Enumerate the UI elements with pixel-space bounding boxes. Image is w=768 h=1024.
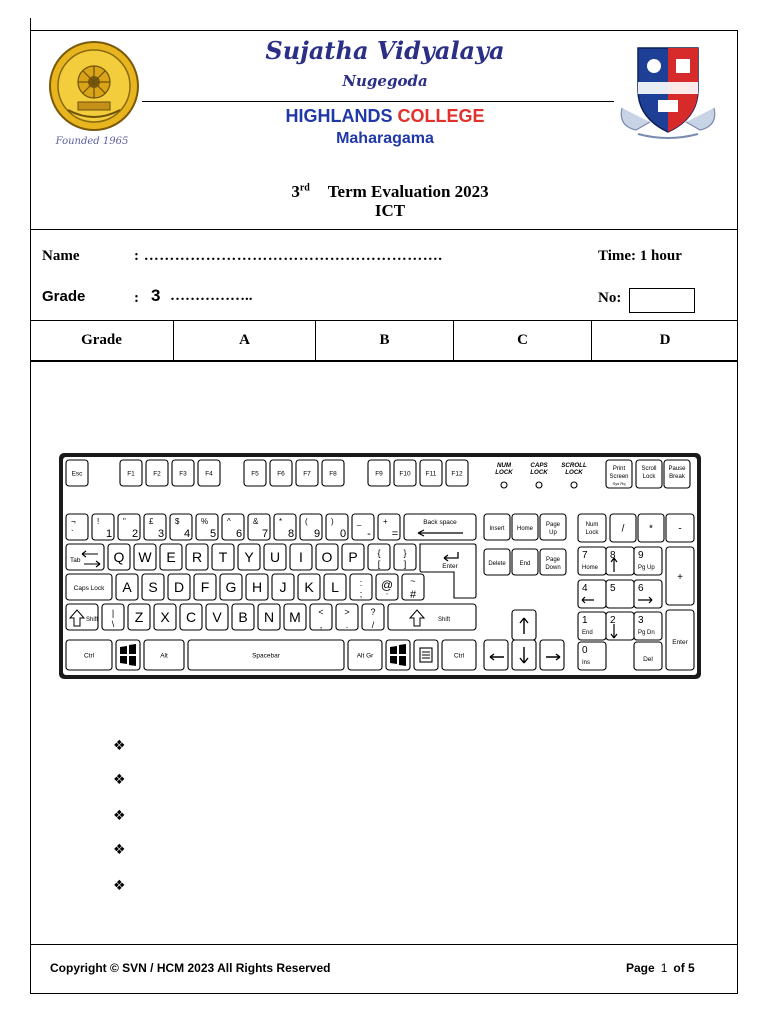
key-x-label: X	[160, 609, 170, 626]
key-b-label: B	[238, 609, 248, 626]
key-q-label: Q	[113, 549, 125, 566]
key-d-label: D	[173, 579, 185, 596]
key-numpad-6-num: 6	[638, 583, 644, 594]
key-nav-bottom-1-label: End	[519, 561, 531, 567]
number-input-box[interactable]	[629, 288, 695, 313]
key-ctrl-left-label: Ctrl	[83, 652, 95, 660]
key-numpad-del-label: Del	[643, 656, 653, 663]
key-numpad-0-sub: Ins	[582, 660, 591, 666]
key-caps-lock-label: Caps Lock	[73, 585, 105, 592]
page-indicator	[626, 961, 695, 975]
key-semicolon-top: :	[359, 578, 363, 588]
key-f11-label: F11	[425, 470, 437, 478]
key-g-label: G	[225, 579, 237, 596]
key-number-11-top: _	[357, 517, 362, 526]
key-numpad-9-num: 9	[638, 550, 644, 561]
key-backtick-bottom: `	[71, 529, 74, 538]
key-backslash-top: |	[111, 608, 115, 618]
arrow-right	[540, 640, 564, 670]
key-numpad-1-sub: End	[582, 630, 593, 636]
key-quote-bottom: '	[386, 593, 388, 600]
term-title	[230, 182, 550, 202]
key-j-label: J	[279, 579, 287, 596]
lock-label-1-b: LOCK	[530, 469, 548, 476]
answer-bullet-icon: ❖	[113, 878, 126, 894]
key-system-1-label-b: Lock	[642, 474, 656, 480]
key-windows-left	[116, 640, 140, 670]
key-hash-bottom: #	[409, 589, 417, 601]
key-number-11-bottom: -	[367, 528, 371, 540]
grade-table-header: Grade	[30, 321, 174, 360]
lock-light-icon	[536, 482, 542, 488]
key-f12-label: F12	[451, 470, 463, 478]
key-sysrq-label: Sys Rq	[612, 481, 626, 486]
key-spacebar-label: Spacebar	[252, 652, 280, 660]
key-number-1-top: !	[97, 517, 100, 526]
header-divider	[142, 101, 614, 102]
college-town: Maharagama	[336, 130, 434, 147]
key-backspace	[404, 514, 476, 540]
key-numpad-7-num: 7	[582, 550, 588, 561]
key-number-2-top: "	[123, 517, 126, 526]
key-bracket-right-bottom: ]	[403, 559, 407, 569]
key-numpad-4-num: 4	[582, 583, 588, 594]
key-system-2-label-b: Break	[669, 474, 685, 480]
key-f-label: F	[200, 579, 210, 596]
key-nav-bottom-0-label: Delete	[488, 561, 506, 567]
key-z-label: Z	[134, 609, 144, 626]
key-a-label: A	[122, 579, 132, 596]
grade-table-cell-c: C	[454, 321, 592, 360]
key-shift-right	[388, 604, 476, 630]
key-numpad-0-num: 0	[582, 645, 588, 656]
key-numpad-2-num: 2	[610, 615, 616, 626]
key-backtick-top: ¬	[71, 517, 76, 526]
lock-label-0: NUM	[496, 462, 512, 469]
page-number: 1	[660, 961, 668, 975]
lock-label-2-b: LOCK	[565, 469, 583, 476]
key-system-2-label-a: Pause	[668, 466, 686, 472]
college-name-part2: COLLEGE	[397, 106, 485, 126]
name-field[interactable]: : ………………………………………………….	[134, 248, 443, 264]
key-f9-label: F9	[375, 470, 383, 478]
key-numpad-3-sub: Pg Dn	[638, 630, 655, 636]
term-ordinal-number: 3	[291, 182, 300, 201]
key-semicolon-bottom: ;	[359, 589, 363, 599]
keyboard-diagram	[58, 452, 702, 680]
key-f5-label: F5	[251, 470, 259, 478]
key-number-3-bottom: 3	[157, 528, 165, 540]
student-info-section	[30, 230, 738, 320]
key-windows-right	[386, 640, 410, 670]
grade-colon: :	[134, 290, 139, 306]
time-label: Time: 1 hour	[598, 248, 682, 264]
grade-table-cell-d: D	[659, 332, 671, 348]
key-v-label: V	[212, 609, 222, 626]
founded-text: Founded 1965	[55, 136, 129, 147]
key-punct-1-top: >	[344, 607, 350, 617]
answer-bullet-icon: ❖	[113, 808, 126, 824]
margin-tick	[30, 18, 31, 30]
key-number-10-top: )	[331, 517, 334, 526]
key-number-8-top: *	[279, 517, 283, 526]
key-bracket-left-top: {	[377, 548, 381, 558]
key-numpad-1-num: 1	[582, 615, 588, 626]
key-nav-top-1-label: Home	[516, 526, 534, 532]
key-nav-bottom-2-label-a: Page	[545, 557, 561, 563]
key-system-1-label-a: Scroll	[641, 466, 657, 472]
key-punct-0-bottom: ,	[319, 620, 323, 630]
key-number-4-top: $	[175, 517, 180, 526]
key-number-4-bottom: 4	[183, 528, 191, 540]
key-shift-left-label: Shift	[86, 617, 99, 623]
college-name-part1: HIGHLANDS	[285, 106, 393, 126]
key-o-label: O	[321, 549, 333, 566]
answer-bullet-icon: ❖	[113, 738, 126, 754]
key-number-3-top: £	[149, 517, 154, 526]
key-k-label: K	[304, 579, 314, 596]
key-n-label: N	[263, 609, 275, 626]
lock-light-icon	[501, 482, 507, 488]
footer-divider	[30, 944, 738, 945]
lock-label-1: CAPS	[530, 462, 548, 469]
key-alt-gr-label: Alt Gr	[356, 652, 374, 660]
key-ctrl-right-label: Ctrl	[453, 652, 465, 660]
key-num-lock-label-a: Num	[585, 522, 599, 528]
key-numpad-enter-label: Enter	[672, 639, 688, 646]
key-bracket-left-bottom: [	[377, 559, 381, 569]
key-numpad-3-num: 3	[638, 615, 644, 626]
answer-bullet-icon: ❖	[113, 772, 126, 788]
key-i-label: I	[299, 549, 303, 566]
key-number-7-top: &	[253, 517, 259, 526]
key-number-8-bottom: 8	[287, 528, 295, 540]
school-crest-icon	[48, 40, 140, 132]
key-f10-label: F10	[399, 470, 411, 478]
key-number-12-bottom: =	[391, 528, 399, 540]
key-s-label: S	[148, 579, 158, 596]
key-shift-right-label: Shift	[437, 617, 451, 623]
key-e-label: E	[166, 549, 176, 566]
key-numpad-9-sub: Pg Up	[638, 565, 655, 571]
key-c-label: C	[185, 609, 197, 626]
key-f7-label: F7	[303, 470, 311, 478]
key-f1-label: F1	[127, 470, 135, 478]
grade-field[interactable]: ……………..	[170, 288, 253, 304]
lock-label-0-b: LOCK	[495, 469, 513, 476]
key-numpad-slash-label: /	[621, 523, 625, 535]
key-number-9-top: (	[305, 517, 308, 526]
key-num-lock-label-b: Lock	[585, 530, 599, 536]
arrow-left	[484, 640, 508, 670]
key-punct-1-bottom: .	[345, 620, 349, 630]
key-f8-label: F8	[329, 470, 337, 478]
grade-label: Grade	[42, 288, 86, 305]
page-total: of 5	[673, 961, 695, 975]
college-shield-icon	[616, 42, 720, 142]
key-alt-label: Alt	[160, 652, 168, 660]
key-number-6-bottom: 6	[235, 528, 243, 540]
key-system-0-label-a: Print	[612, 466, 626, 472]
key-w-label: W	[138, 549, 152, 566]
key-backspace-label: Back space	[423, 519, 457, 526]
key-number-5-bottom: 5	[209, 528, 217, 540]
term-ordinal	[291, 182, 310, 202]
key-numpad-8-num: 8	[610, 550, 616, 561]
key-nav-top-2-label-b: Up	[549, 530, 557, 536]
term-ordinal-suffix: rd	[299, 182, 310, 194]
key-number-10-bottom: 0	[339, 528, 347, 540]
key-nav-top-0-label: Insert	[489, 526, 505, 532]
key-f4-label: F4	[205, 470, 213, 478]
key-nav-top-2-label-a: Page	[545, 522, 561, 528]
key-number-5-top: %	[201, 517, 209, 526]
key-m-label: M	[289, 609, 301, 626]
key-numpad-plus-label: +	[677, 572, 683, 583]
key-punct-2-top: ?	[370, 607, 376, 617]
grade-table	[30, 320, 738, 362]
number-label: No:	[598, 290, 622, 306]
subject-title: ICT	[374, 201, 406, 220]
key-t-label: T	[218, 549, 228, 566]
grade-value: 3	[151, 286, 161, 305]
key-punct-0-top: <	[318, 607, 324, 617]
answer-bullet-icon: ❖	[113, 842, 126, 858]
key-f3-label: F3	[179, 470, 187, 478]
key-punct-2-bottom: /	[371, 620, 375, 630]
key-hash-top: ~	[410, 576, 416, 586]
key-l-label: L	[331, 579, 339, 596]
page-label: Page	[626, 961, 655, 975]
key-number-7-bottom: 7	[261, 528, 269, 540]
key-num-lock	[578, 514, 606, 542]
key-f6-label: F6	[277, 470, 285, 478]
key-bracket-right-top: }	[403, 548, 407, 558]
key-number-1-bottom: 1	[105, 528, 113, 540]
key-quote-top: @	[380, 578, 394, 592]
key-esc-label: Esc	[71, 470, 83, 478]
name-label: Name	[42, 248, 80, 264]
grade-table-cell-a: A	[174, 321, 316, 360]
key-number-2-bottom: 2	[131, 528, 139, 540]
school-town: Nugegoda	[342, 72, 428, 90]
grade-table-cell-b: B	[316, 321, 454, 360]
key-numpad-minus-label: -	[678, 523, 682, 535]
key-h-label: H	[251, 579, 263, 596]
key-p-label: P	[348, 549, 358, 566]
key-u-label: U	[269, 549, 281, 566]
key-number-6-top: ^	[227, 517, 231, 526]
key-numpad-5-num: 5	[610, 583, 616, 594]
key-backtick	[66, 514, 88, 540]
key-system-0-label-b: Screen	[609, 474, 629, 480]
key-f2-label: F2	[153, 470, 161, 478]
copyright-text: Copyright © SVN / HCM 2023 All Rights Reserved	[50, 961, 331, 975]
key-y-label: Y	[244, 549, 254, 566]
college-name	[210, 106, 560, 127]
key-number-12-top: +	[383, 517, 388, 526]
term-title-text: Term Evaluation 2023	[327, 182, 489, 201]
key-backslash-bottom: \	[111, 619, 115, 629]
key-nav-bottom-2-label-b: Down	[545, 565, 561, 571]
school-name: Sujatha Vidyalaya	[265, 36, 505, 65]
key-tab-label: Tab	[70, 557, 81, 564]
key-numpad-star-label: *	[649, 523, 653, 535]
key-number-9-bottom: 9	[313, 528, 321, 540]
lock-label-2: SCROLL	[561, 462, 587, 469]
lock-light-icon	[571, 482, 577, 488]
key-numpad-7-sub: Home	[582, 565, 599, 571]
key-r-label: R	[191, 549, 203, 566]
key-enter-label: Enter	[442, 563, 458, 570]
